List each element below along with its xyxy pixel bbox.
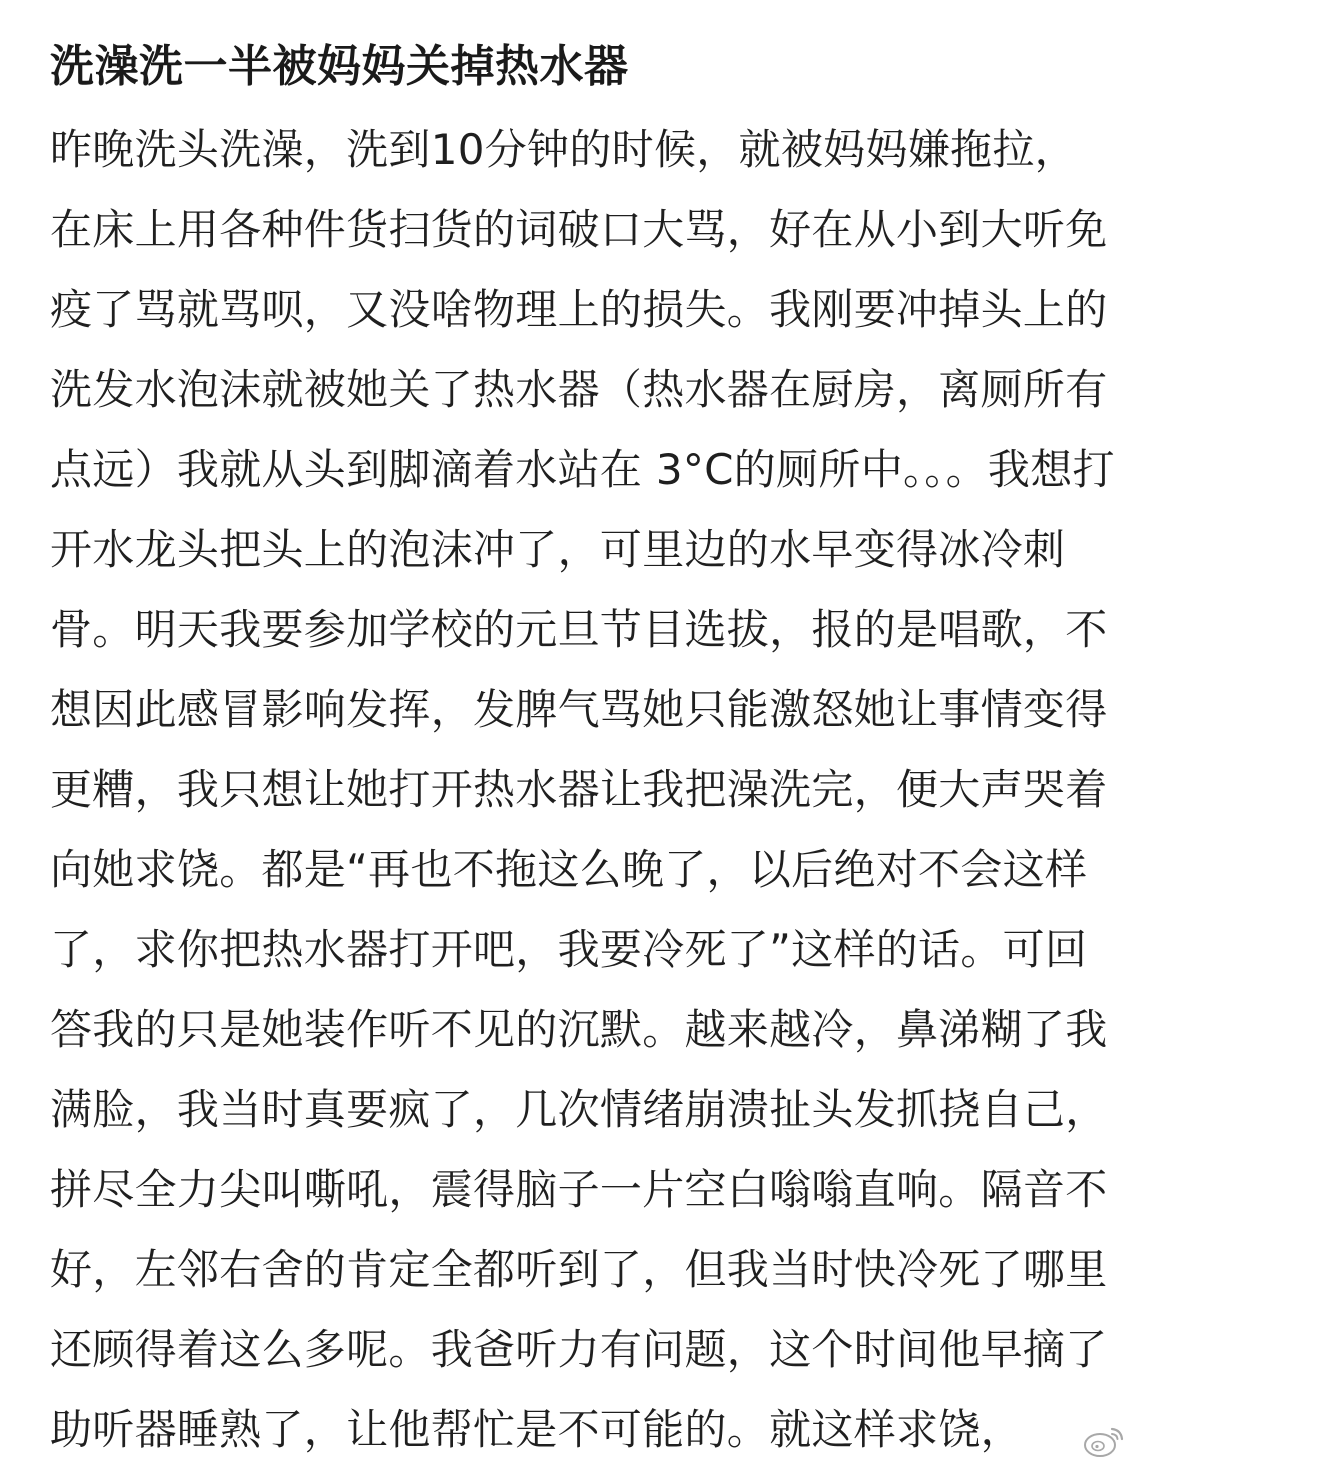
body-line: 好，左邻右舍的肯定全都听到了，但我当时快冷死了哪里	[50, 1245, 1108, 1294]
body-line: 助听器睡熟了，让他帮忙是不可能的。就这样求饶，	[50, 1405, 1023, 1454]
body-line: 向她求饶。都是“再也不拖这么晚了，以后绝对不会这样	[50, 845, 1088, 894]
body-line: 点远）我就从头到脚滴着水站在 3°C的厕所中。。。我想打	[50, 445, 1115, 494]
body-line: 骨。明天我要参加学校的元旦节目选拔，报的是唱歌，不	[50, 605, 1108, 654]
post-body	[50, 110, 1280, 1470]
body-line: 还顾得着这么多呢。我爸听力有问题，这个时间他早摘了	[50, 1325, 1108, 1374]
body-line: 了，求你把热水器打开吧，我要冷死了”这样的话。可回	[50, 925, 1088, 974]
body-line: 满脸，我当时真要疯了，几次情绪崩溃扯头发抓挠自己，	[50, 1085, 1108, 1134]
post-title: 洗澡洗一半被妈妈关掉热水器	[50, 41, 629, 92]
body-line: 开水龙头把头上的泡沫冲了，可里边的水早变得冰冷刺	[50, 525, 1066, 574]
body-line: 答我的只是她装作听不见的沉默。越来越冷，鼻涕糊了我	[50, 1005, 1108, 1054]
body-line: 想因此感冒影响发挥，发脾气骂她只能激怒她让事情变得	[50, 685, 1108, 734]
body-line: 疫了骂就骂呗，又没啥物理上的损失。我刚要冲掉头上的	[50, 285, 1108, 334]
body-line: 在床上用各种件货扫货的词破口大骂，好在从小到大听免	[50, 205, 1108, 254]
body-line: 昨晚洗头洗澡，洗到10分钟的时候，就被妈妈嫌拖拉，	[50, 125, 1077, 174]
body-line: 拼尽全力尖叫嘶吼，震得脑子一片空白嗡嗡直响。隔音不	[50, 1165, 1108, 1214]
body-line: 洗发水泡沫就被她关了热水器（热水器在厨房，离厕所有	[50, 365, 1108, 414]
body-line: 更糟，我只想让她打开热水器让我把澡洗完，便大声哭着	[50, 765, 1108, 814]
post	[50, 36, 1280, 1470]
weibo-logo-icon	[1082, 1423, 1126, 1459]
watermark	[1082, 1418, 1232, 1464]
